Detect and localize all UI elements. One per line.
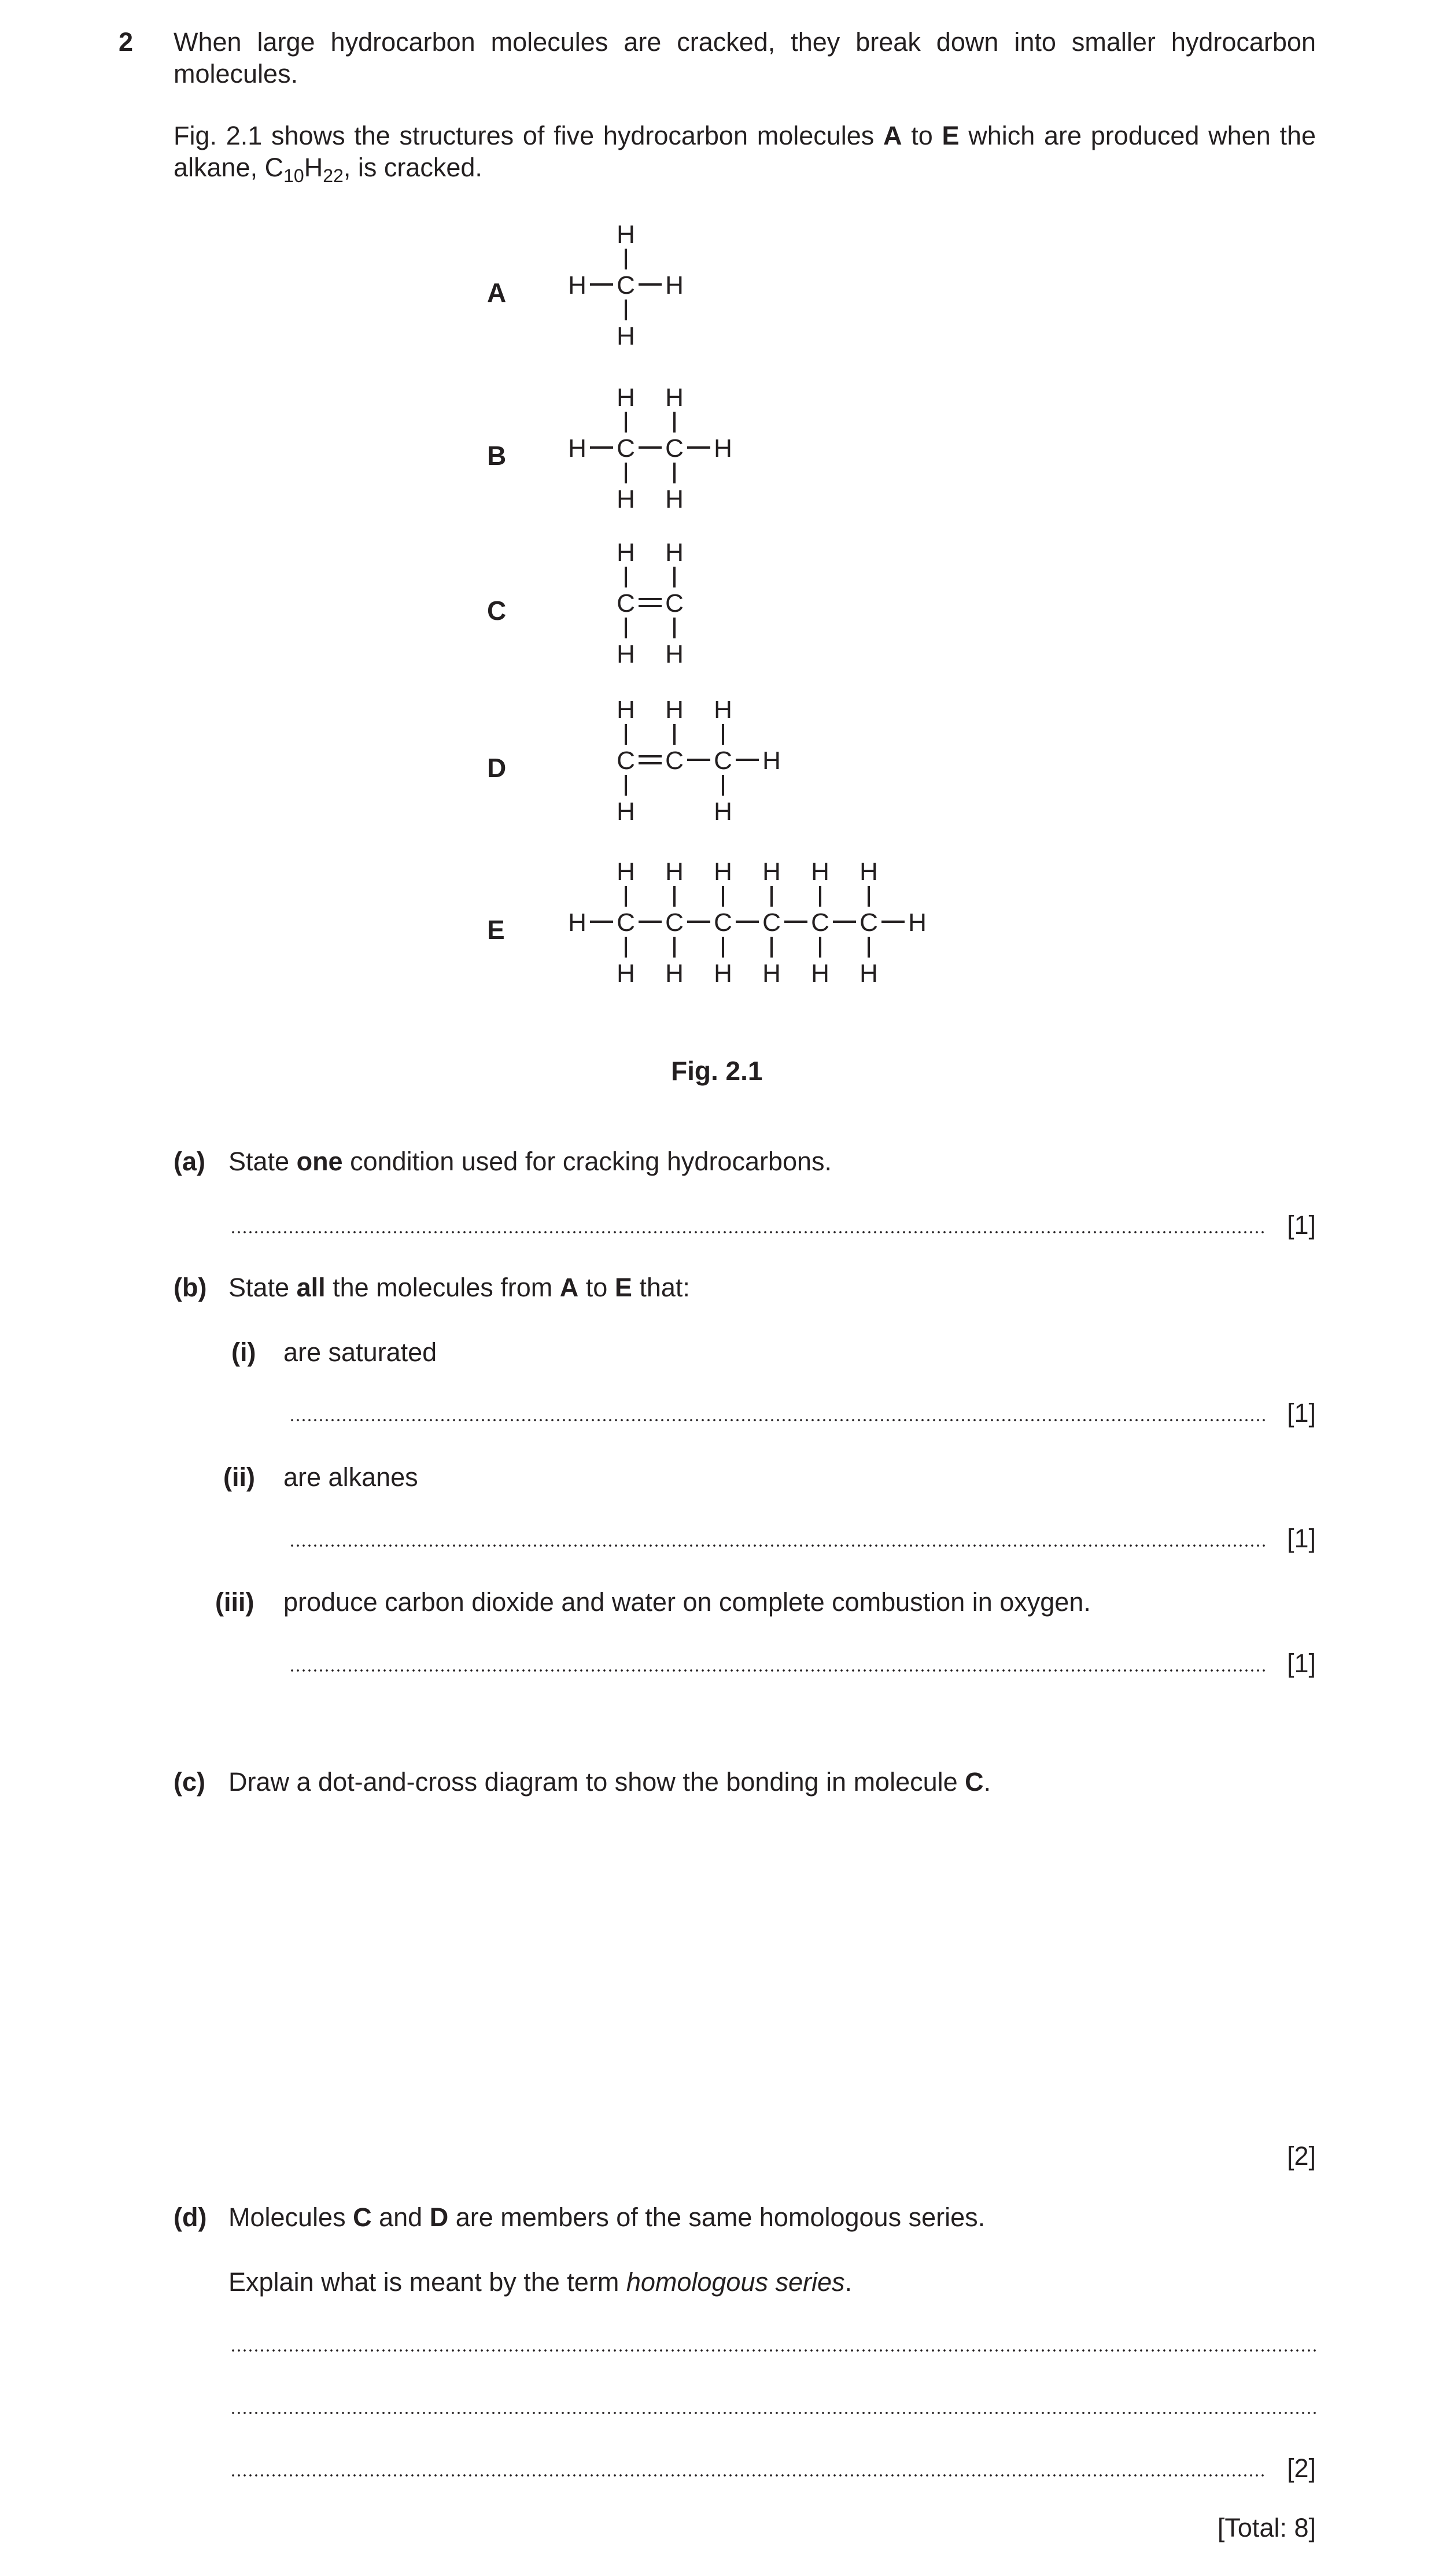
hydrogen-atom-e: H: [714, 858, 732, 886]
molecule-label-c: C: [487, 596, 507, 626]
carbon-atom-e: C: [762, 908, 781, 937]
hydrogen-atom-b: H: [617, 383, 635, 412]
carbon-atom-e: C: [811, 908, 829, 937]
part-b-i-answer-line[interactable]: [289, 1418, 1266, 1422]
hydrogen-atom-a: H: [617, 220, 635, 249]
hydrogen-atom-d: H: [617, 696, 635, 724]
molecule-label-b: B: [487, 441, 507, 471]
part-b-iii-question: produce carbon dioxide and water on complete combustion in oxygen.: [283, 1587, 1091, 1617]
hydrogen-atom-e: H: [665, 959, 684, 988]
hydrogen-atom-c: H: [617, 538, 635, 567]
hydrogen-atom-c: H: [665, 640, 684, 668]
hydrogen-atom-c: H: [617, 640, 635, 668]
hydrogen-atom-e: H: [811, 858, 829, 886]
hydrogen-atom-e: H: [665, 858, 684, 886]
hydrogen-atom-a: H: [617, 322, 635, 350]
part-c-question: Draw a dot-and-cross diagram to show the bonding in molecule C.: [228, 1767, 991, 1797]
part-d-answer-line-1[interactable]: [230, 2349, 1316, 2352]
part-b-ii-label: (ii): [223, 1462, 255, 1492]
part-b-iii-label: (iii): [215, 1587, 254, 1617]
part-b-ii-answer-line[interactable]: [289, 1544, 1266, 1547]
part-a-question: State one condition used for cracking hydrocarbons.: [228, 1147, 832, 1176]
question-number: 2: [119, 27, 134, 57]
question-intro: When large hydrocarbon molecules are cracked, they break down into smaller hydrocarbon molecules.: [174, 27, 1316, 88]
hydrogen-atom-d: H: [714, 797, 732, 826]
hydrogen-atom-e: H: [762, 959, 781, 988]
part-c-drawing-area[interactable]: [228, 1810, 1316, 2134]
part-d-answer-line-2[interactable]: [230, 2411, 1316, 2415]
part-d-label: (d): [174, 2202, 207, 2232]
hydrogen-atom-b: H: [714, 434, 732, 463]
molecule-label-a: A: [487, 278, 507, 308]
hydrogen-atom-e: H: [859, 858, 878, 886]
hydrogen-atom-b: H: [568, 434, 586, 463]
formula-c10h22: $C_{10}H_{22}$: [264, 152, 344, 186]
carbon-atom-b: C: [617, 434, 635, 463]
hydrogen-atom-b: H: [665, 485, 684, 513]
part-d-mark: [2]: [1286, 2453, 1316, 2483]
part-b-i-mark: [1]: [1286, 1398, 1316, 1428]
carbon-atom-d: C: [617, 746, 635, 775]
carbon-atom-d: C: [665, 746, 684, 775]
part-b-i-label: (i): [231, 1337, 256, 1367]
part-c-mark: [2]: [1286, 2141, 1316, 2171]
hydrogen-atom-a: H: [665, 271, 684, 300]
part-a-answer-line[interactable]: [230, 1230, 1266, 1234]
carbon-atom-a: C: [617, 271, 635, 300]
hydrogen-atom-e: H: [762, 858, 781, 886]
part-a-label: (a): [174, 1147, 205, 1176]
question-total: [Total: 8]: [1217, 2513, 1316, 2542]
hydrogen-atom-a: H: [568, 271, 586, 300]
part-b-question: State all the molecules from A to E that:: [228, 1273, 690, 1302]
carbon-atom-c: C: [665, 589, 684, 618]
carbon-atom-e: C: [617, 908, 635, 937]
molecule-label-e: E: [487, 915, 505, 945]
figure-intro: Fig. 2.1 shows the structures of five hydrocarbon molecules A to E which are produced when the alkane, $C_{10}H_{22}$, is cracked.: [174, 121, 1316, 186]
carbon-atom-e: C: [859, 908, 878, 937]
hydrogen-atom-d: H: [665, 696, 684, 724]
part-d-explain: Explain what is meant by the term homologous series.: [228, 2267, 853, 2297]
hydrogen-atom-b: H: [617, 485, 635, 513]
hydrogen-atom-e: H: [714, 959, 732, 988]
hydrogen-atom-b: H: [665, 383, 684, 412]
hydrogen-atom-e: H: [859, 959, 878, 988]
part-b-ii-mark: [1]: [1286, 1524, 1316, 1553]
hydrogen-atom-d: H: [617, 797, 635, 826]
carbon-atom-d: C: [714, 746, 732, 775]
part-d-answer-line-3[interactable]: [230, 2474, 1266, 2477]
part-d-question: Molecules C and D are members of the same homologous series.: [228, 2202, 986, 2232]
carbon-atom-c: C: [617, 589, 635, 618]
figure-2-1-structures: [0, 0, 1435, 1041]
figure-caption: Fig. 2.1: [671, 1056, 763, 1086]
part-c-label: (c): [174, 1767, 205, 1797]
part-a-mark: [1]: [1286, 1210, 1316, 1240]
hydrogen-atom-e: H: [811, 959, 829, 988]
carbon-atom-e: C: [714, 908, 732, 937]
carbon-atom-b: C: [665, 434, 684, 463]
part-b-i-question: are saturated: [283, 1337, 437, 1367]
hydrogen-atom-d: H: [714, 696, 732, 724]
part-b-iii-answer-line[interactable]: [289, 1669, 1266, 1672]
part-b-iii-mark: [1]: [1286, 1649, 1316, 1678]
hydrogen-atom-e: H: [908, 908, 927, 937]
hydrogen-atom-e: H: [617, 959, 635, 988]
molecule-label-d: D: [487, 753, 507, 783]
part-b-ii-question: are alkanes: [283, 1462, 418, 1492]
hydrogen-atom-e: H: [568, 908, 586, 937]
part-b-label: (b): [174, 1273, 207, 1302]
hydrogen-atom-c: H: [665, 538, 684, 567]
hydrogen-atom-d: H: [762, 746, 781, 775]
hydrogen-atom-e: H: [617, 858, 635, 886]
carbon-atom-e: C: [665, 908, 684, 937]
